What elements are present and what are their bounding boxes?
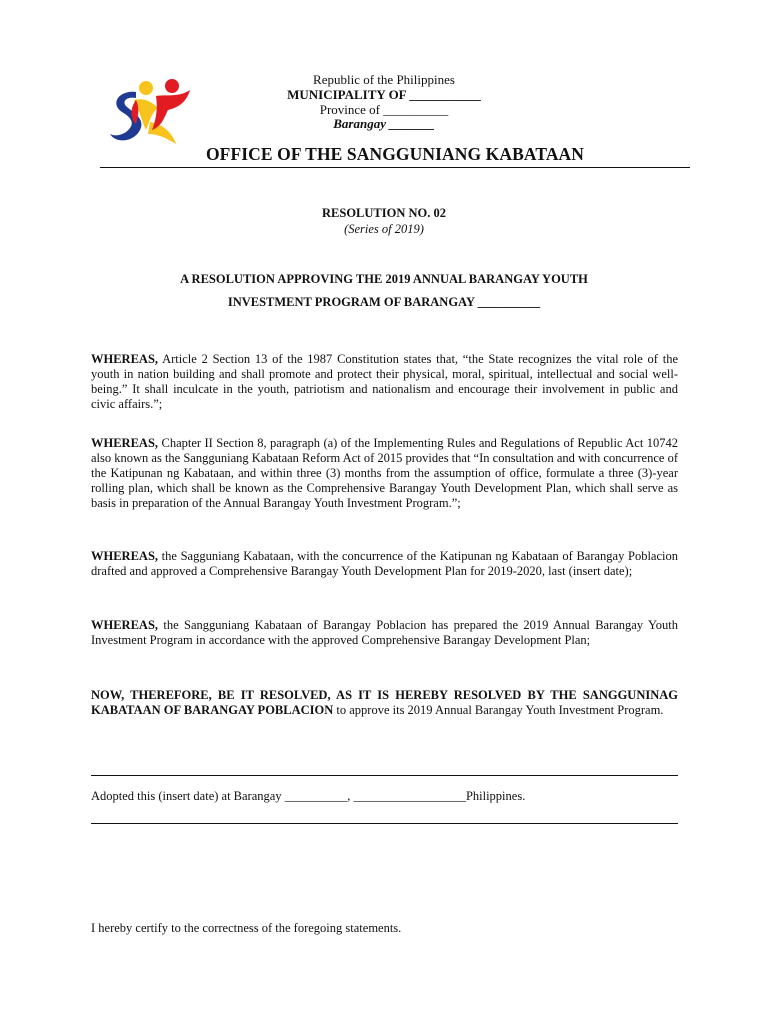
paragraph-text: the Sagguniang Kabataan, with the concurrence of the Katipunan ng Kabataan of Barangay Poblacion drafted and approved a Comprehensive Barangay Youth Development Plan for 2019-2020, last (insert date); xyxy=(91,549,678,578)
divider-bottom xyxy=(91,823,678,824)
paragraph-lead: WHEREAS, xyxy=(91,436,159,450)
republic-line: Republic of the Philippines xyxy=(313,72,455,87)
resolution-number: RESOLUTION NO. 02 xyxy=(322,206,446,220)
paragraph-lead: WHEREAS, xyxy=(91,352,159,366)
resolution-title-line-1: A RESOLUTION APPROVING THE 2019 ANNUAL BARANGAY YOUTH xyxy=(180,272,588,286)
divider-top xyxy=(91,775,678,776)
resolution-title xyxy=(100,268,668,314)
whereas-paragraph-3 xyxy=(91,549,678,579)
resolution-title-line-2: INVESTMENT PROGRAM OF BARANGAY __________ xyxy=(227,295,541,309)
certification-statement: I hereby certify to the correctness of the foregoing statements. xyxy=(91,921,402,935)
whereas-paragraph-1 xyxy=(91,352,678,412)
paragraph-lead: NOW, THEREFORE, BE IT RESOLVED, AS IT IS HEREBY RESOLVED BY THE SANGGUNINAG KABATAAN OF BARANGAY POBLACION xyxy=(91,688,678,717)
paragraph-lead: WHEREAS, xyxy=(91,618,159,632)
province-line: Province of __________ xyxy=(319,102,449,117)
paragraph-text: Chapter II Section 8, paragraph (a) of the Implementing Rules and Regulations of Republic Act 10742 also known as the Sangguniang Kabataan Reform Act of 2015 provides that “In consultation and with concurrence of the Katipunan ng Kabataan, and within three (3) months from the assumption of office, formulate a three (3)-year rolling plan, which shall be known as the Comprehensive Barangay Youth Development Plan, which shall serve as basis in preparation of the Annual Barangay Youth Investment Program.”; xyxy=(91,436,678,510)
adopted-line: Adopted this (insert date) at Barangay __________, __________________Philippines. xyxy=(91,789,526,803)
paragraph-text: the Sangguniang Kabataan of Barangay Poblacion has prepared the 2019 Annual Barangay Youth Investment Program in accordance with the approved Comprehensive Barangay Development Plan; xyxy=(91,618,678,647)
paragraph-lead: WHEREAS, xyxy=(91,549,159,563)
paragraph-text: to approve its 2019 Annual Barangay Youth Investment Program. xyxy=(333,703,664,717)
barangay-line: Barangay _______ xyxy=(333,116,435,131)
whereas-paragraph-2 xyxy=(91,436,678,511)
whereas-paragraph-4 xyxy=(91,618,678,648)
office-title: OFFICE OF THE SANGGUNIANG KABATAAN xyxy=(100,144,690,168)
paragraph-text: Article 2 Section 13 of the 1987 Constitution states that, “the State recognizes the vital role of the youth in nation building and shall promote and protect their physical, moral, spiritual, intellectual and social well-being.” It shall inculcate in the youth, patriotism and nationalism and encourage their involvement in public and civic affairs.”; xyxy=(91,352,678,411)
municipality-line: MUNICIPALITY OF ___________ xyxy=(287,87,481,102)
resolution-series: (Series of 2019) xyxy=(344,222,424,236)
resolved-paragraph xyxy=(91,688,678,718)
